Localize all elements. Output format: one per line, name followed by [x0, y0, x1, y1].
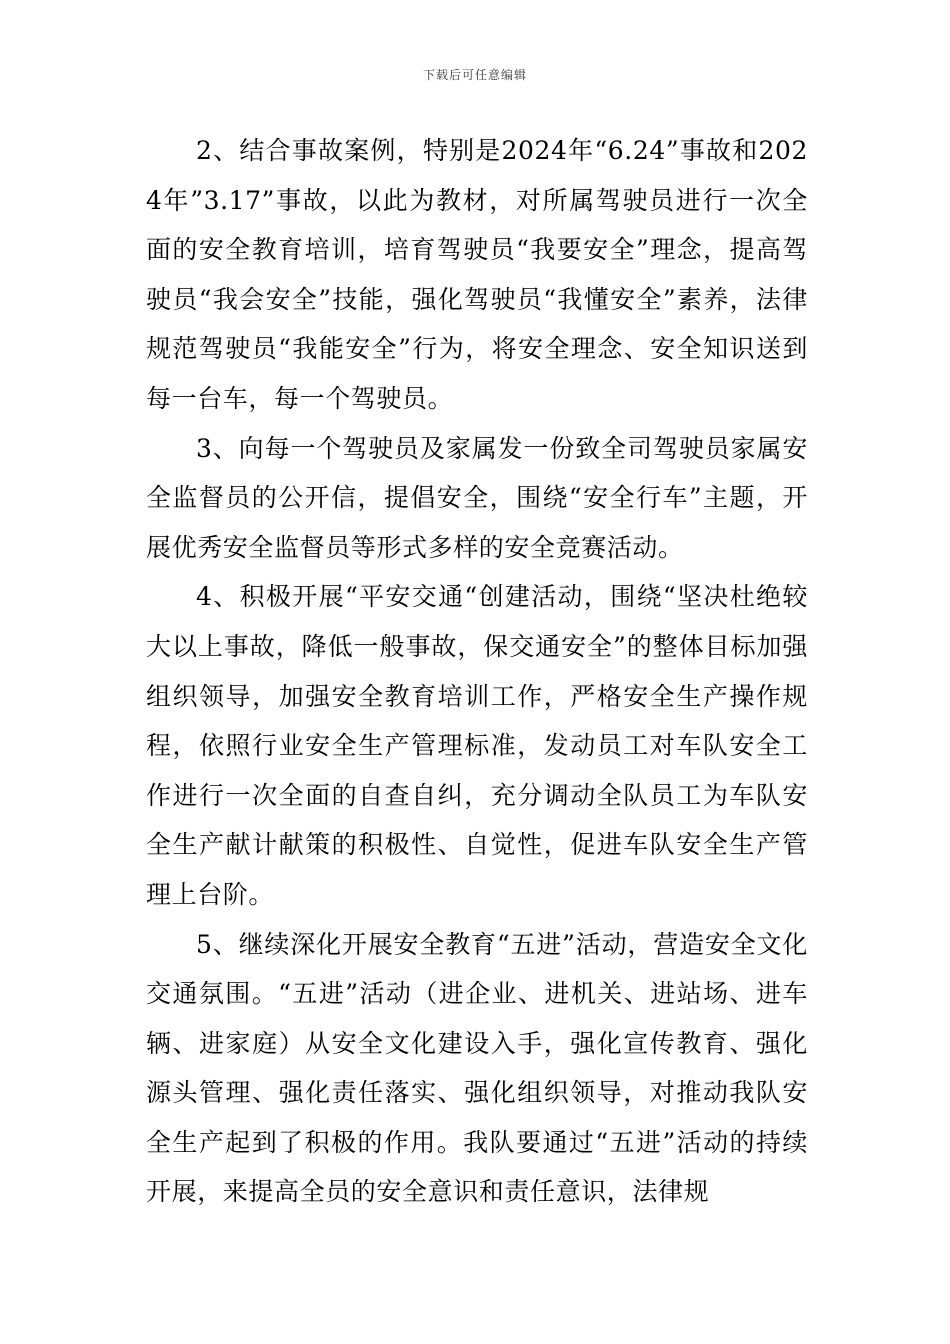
paragraph-3: 3、向每一个驾驶员及家属发一份致全司驾驶员家属安全监督员的公开信，提倡安全，围绕“安全行车”主题，开展优秀安全监督员等形式多样的安全竞赛活动。: [146, 433, 808, 562]
page-header: 下载后可任意编辑: [422, 68, 527, 82]
paragraph-4: 4、积极开展“平安交通“创建活动，围绕“坚决杜绝较大以上事故，降低一般事故，保交通安全”的整体目标加强组织领导，加强安全教育培训工作，严格安全生产操作规程，依照行业安全生产管理标准，发动员工对车队安全工作进行一次全面的自查自纠，充分调动全队员工为车队安全生产献计献策的积极性、自觉性，促进车队安全生产管理上台阶。: [146, 582, 808, 909]
paragraph-2: 2、结合事故案例，特别是2024年“6.24”事故和2024年”3.17”事故，以此为教材，对所属驾驶员进行一次全面的安全教育培训，培育驾驶员“我要安全”理念，提高驾驶员“我会安全”技能，强化驾驶员“我懂安全”素养，法律规范驾驶员“我能安全”行为，将安全理念、安全知识送到每一台车，每一个驾驶员。: [146, 136, 808, 413]
paragraph-5: 5、继续深化开展安全教育“五进”活动，营造安全文化交通氛围。“五进”活动（进企业、进机关、进站场、进车辆、进家庭）从安全文化建设入手，强化宣传教育、强化源头管理、强化责任落实、强化组织领导，对推动我队安全生产起到了积极的作用。我队要通过“五进”活动的持续开展，来提高全员的安全意识和责任意识，法律规: [146, 929, 808, 1207]
document-body: [146, 126, 808, 1217]
